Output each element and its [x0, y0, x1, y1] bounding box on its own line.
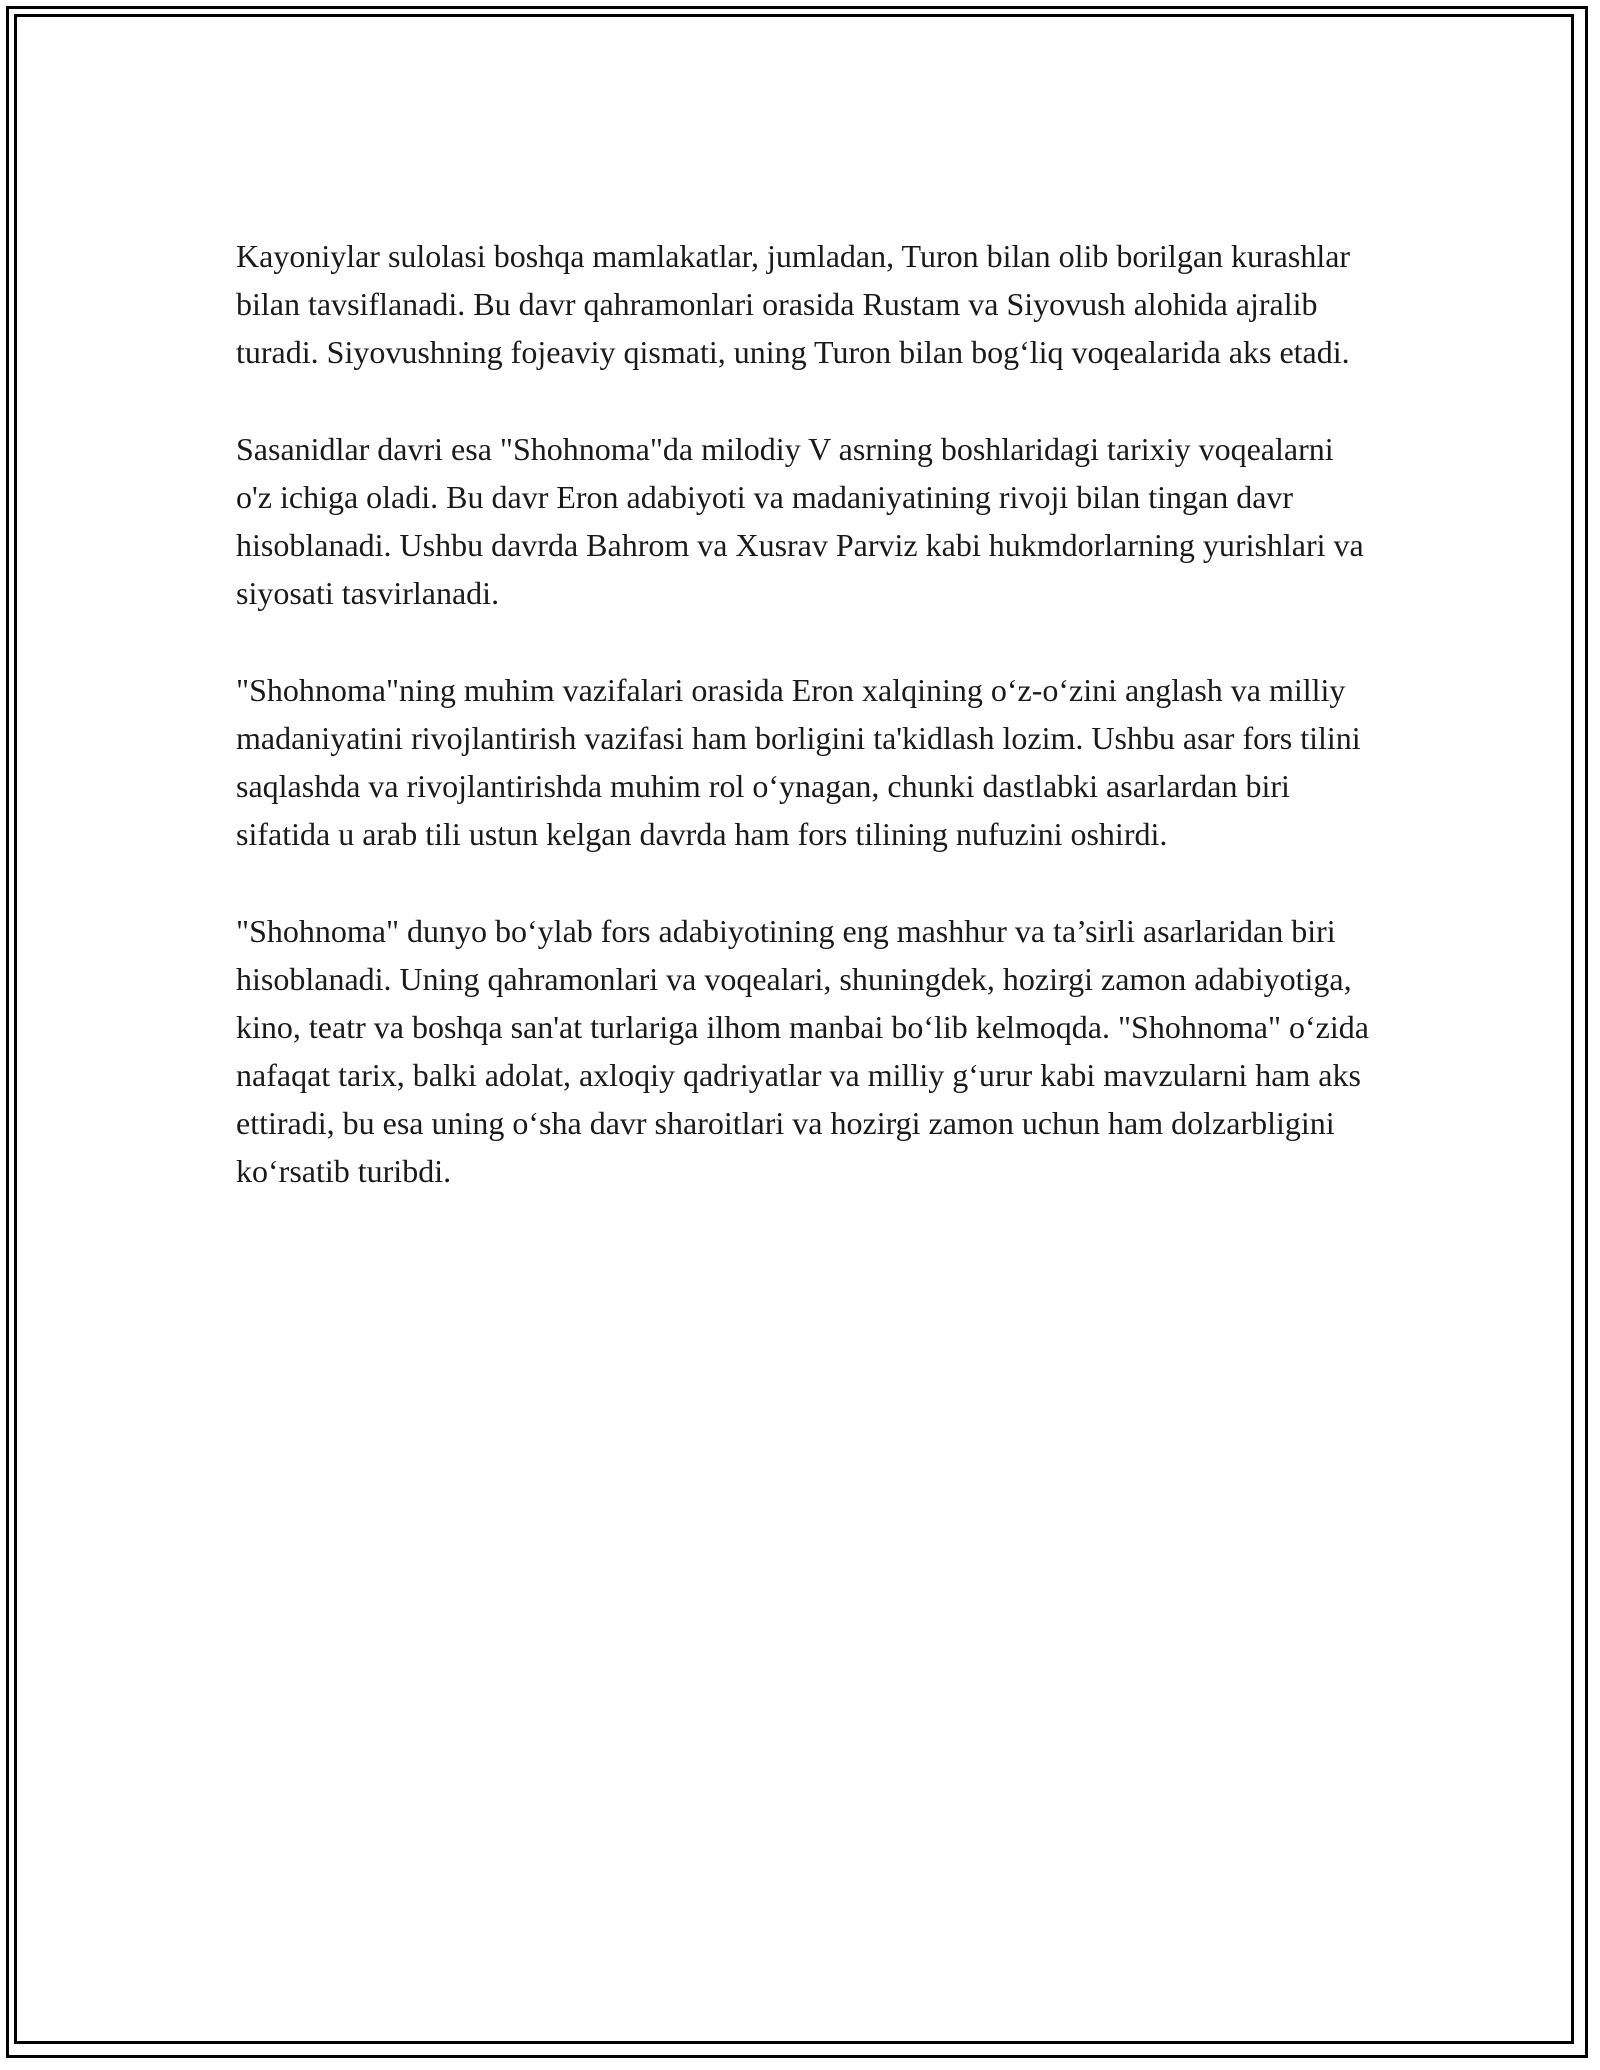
paragraph-kayoniylar: Kayoniylar sulolasi boshqa mamlakatlar, jumladan, Turon bilan olib borilgan kurashlar bilan tavsiflanadi. Bu davr qahramonlari orasida Rustam va Siyovush alohida ajralib turadi. Siyovushning fojeaviy qismati, uning Turon bilan bog‘liq voqealarida aks etadi. [236, 238, 1351, 370]
paragraph-tasir: "Shohnoma" dunyo bo‘ylab fors adabiyotining eng mashhur va ta’sirli asarlaridan biri hisoblanadi. Uning qahramonlari va voqealari, shuningdek, hozirgi zamon adabiyotiga, kino, teatr va boshqa san'at turlariga ilhom manbai bo‘lib kelmoqda. "Shohnoma" o‘zida nafaqat tarix, balki adolat, axloqiy qadriyatlar va milliy g‘urur kabi mavzularni ham aks ettiradi, bu esa uning o‘sha davr sharoitlari va hozirgi zamon uchun ham dolzarbligini ko‘rsatib turibdi. [236, 913, 1369, 1189]
paragraph-vazifalari: "Shohnoma"ning muhim vazifalari orasida Eron xalqining o‘z-o‘zini anglash va milliy madaniyatini rivojlantirish vazifasi ham borligini ta'kidlash lozim. Ushbu asar fors tilini saqlashda va rivojlantirishda muhim rol o‘ynagan, chunki dastlabki asarlardan biri sifatida u arab tili ustun kelgan davrda ham fors tilining nufuzini oshirdi. [236, 672, 1361, 852]
document-body [236, 232, 1376, 1244]
paragraph-sasanidlar: Sasanidlar davri esa "Shohnoma"da milodiy V asrning boshlaridagi tarixiy voqealarni o'z ichiga oladi. Bu davr Eron adabiyoti va madaniyatining rivoji bilan tingan davr hisoblanadi. Ushbu davrda Bahrom va Xusrav Parviz kabi hukmdorlarning yurishlari va siyosati tasvirlanadi. [236, 431, 1364, 611]
